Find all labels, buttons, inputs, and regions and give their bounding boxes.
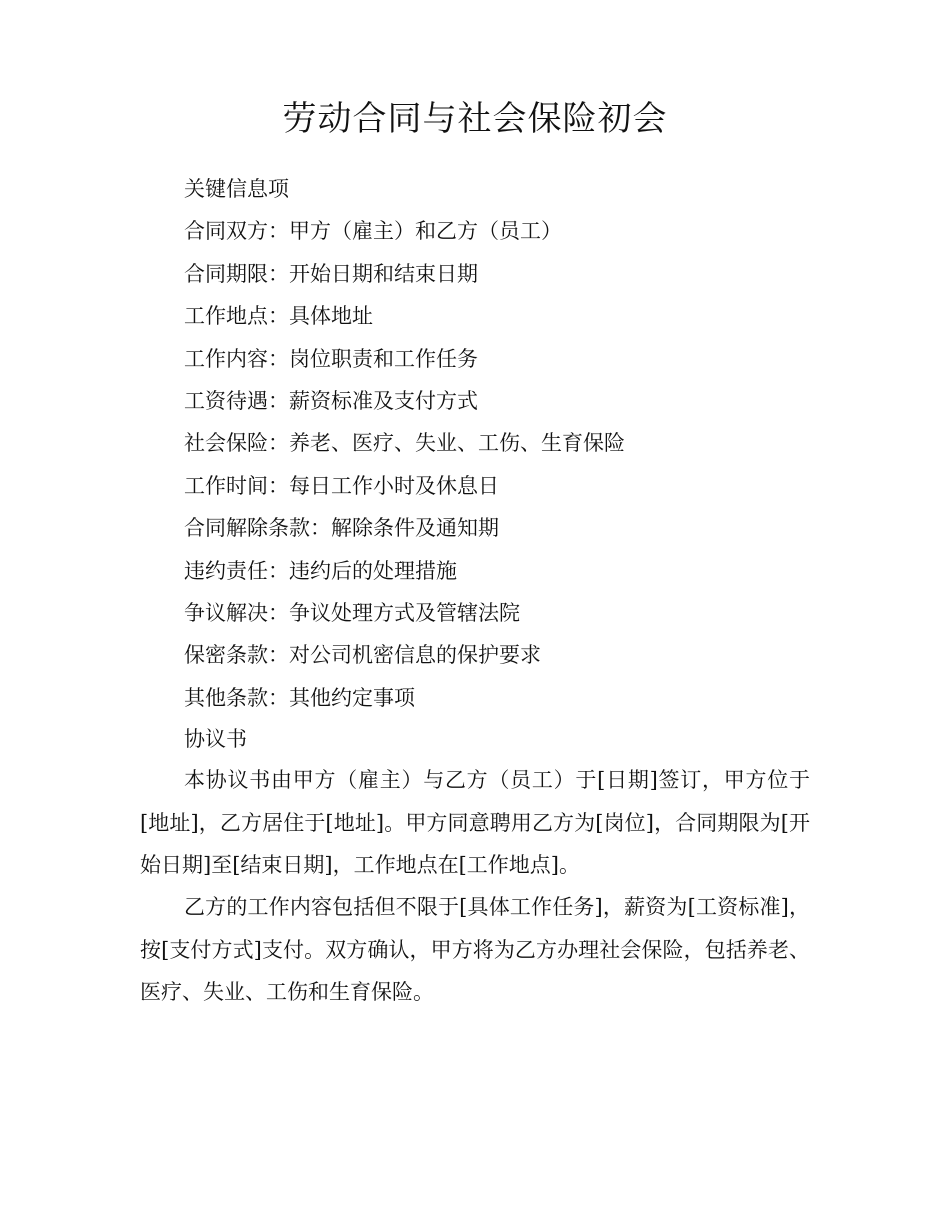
list-item: 其他条款：其他约定事项 [184, 685, 415, 710]
agreement-heading: 协议书 [184, 727, 247, 751]
list-item: 工资待遇：薪资标准及支付方式 [184, 388, 478, 413]
list-item: 社会保险：养老、医疗、失业、工伤、生育保险 [184, 431, 625, 456]
list-item: 争议解决：争议处理方式及管辖法院 [184, 600, 520, 625]
agreement-paragraph: 本协议书由甲方（雇主）与乙方（员工）于[日期]签订，甲方位于[地址]，乙方居住于[地址]。甲方同意聘用乙方为[岗位]，合同期限为[开始日期]至[结束日期]，工作地点在[工作地点]。 [140, 768, 810, 877]
list-item: 合同解除条款：解除条件及通知期 [184, 516, 499, 541]
list-item: 合同双方：甲方（雇主）和乙方（员工） [184, 219, 562, 244]
document-title: 劳动合同与社会保险初会 [282, 99, 668, 139]
agreement-paragraph: 乙方的工作内容包括但不限于[具体工作任务]，薪资为[工资标准]，按[支付方式]支付。双方确认，甲方将为乙方办理社会保险，包括养老、医疗、失业、工伤和生育保险。 [140, 895, 810, 1004]
list-item: 工作时间：每日工作小时及休息日 [184, 473, 499, 498]
list-item: 违约责任：违约后的处理措施 [184, 558, 457, 583]
list-item: 工作内容：岗位职责和工作任务 [184, 346, 478, 371]
list-item: 保密条款：对公司机密信息的保护要求 [184, 643, 541, 668]
list-item: 工作地点：具体地址 [184, 304, 373, 329]
key-info-list [184, 168, 824, 719]
list-item: 合同期限：开始日期和结束日期 [184, 261, 478, 286]
section-heading: 关键信息项 [184, 177, 289, 201]
